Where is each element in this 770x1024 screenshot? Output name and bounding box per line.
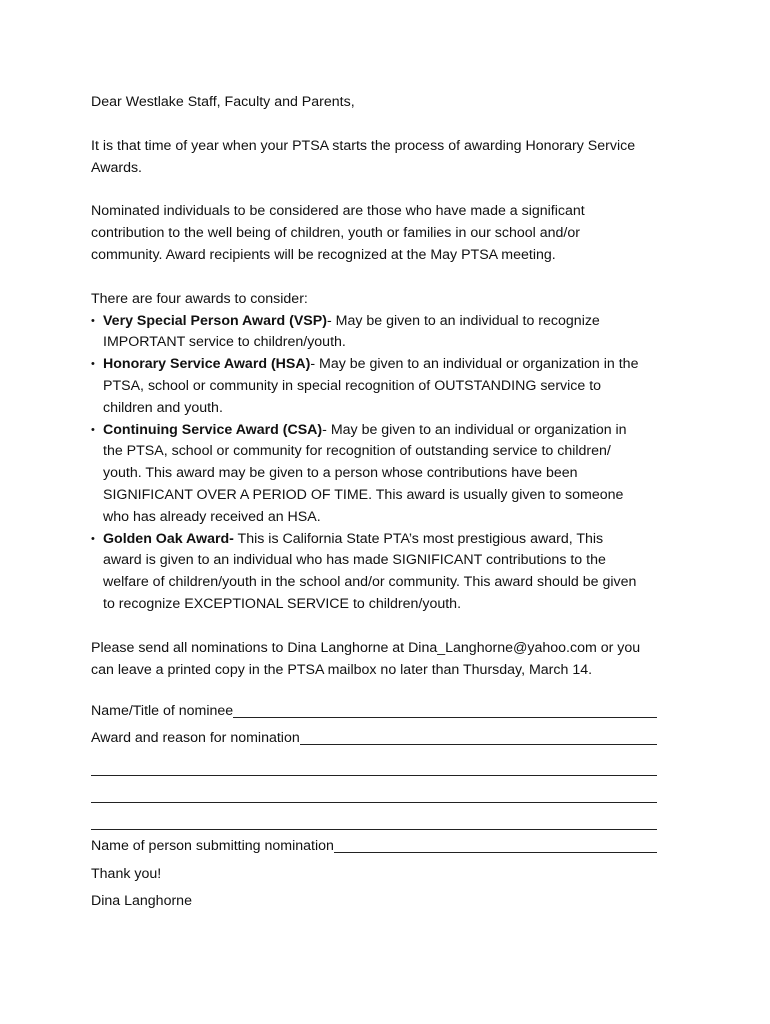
award-description: youth. This award may be given to a person whose contributions have been — [103, 465, 578, 482]
reason-blank-line[interactable] — [91, 749, 657, 776]
award-description: PTSA, school or community in special recognition of OUTSTANDING service to — [103, 377, 602, 394]
bullet-icon: • — [91, 532, 95, 545]
awards-intro: There are four awards to consider: — [91, 290, 308, 307]
submitter-field[interactable] — [91, 830, 657, 857]
reason-blank-line[interactable] — [91, 803, 657, 830]
bullet-icon: • — [91, 423, 95, 436]
criteria-paragraph — [91, 201, 691, 266]
award-description: - May be given to an individual or organization in — [322, 421, 627, 438]
award-description: - May be given to an individual to recognize — [326, 312, 600, 329]
reason-label: Award and reason for nomination — [91, 729, 300, 746]
reason-blank-line[interactable] — [91, 776, 657, 803]
nominee-blank[interactable] — [233, 701, 657, 718]
award-description: who has already received an HSA. — [103, 508, 321, 525]
award-description: SIGNIFICANT OVER A PERIOD OF TIME. This award is usually given to someone — [103, 486, 624, 503]
nominee-field[interactable] — [91, 695, 657, 722]
award-description: the PTSA, school or community for recognition of outstanding service to children/ — [103, 443, 611, 460]
intro-paragraph — [91, 136, 691, 180]
awards-list — [91, 311, 691, 616]
award-description: award is given to an individual who has made SIGNIFICANT contributions to the — [103, 552, 606, 569]
award-name: Honorary Service Award (HSA) — [103, 356, 311, 373]
award-item-golden-oak — [91, 529, 691, 616]
award-name: Continuing Service Award (CSA) — [103, 421, 323, 438]
award-item-hsa — [91, 354, 691, 419]
reason-blank[interactable] — [300, 728, 657, 745]
letter-page — [91, 92, 691, 915]
award-name: Very Special Person Award (VSP) — [103, 312, 327, 329]
thank-you: Thank you! — [91, 866, 162, 883]
award-item-vsp — [91, 311, 691, 355]
submission-line: can leave a printed copy in the PTSA mailbox no later than Thursday, March 14. — [91, 661, 593, 678]
greeting: Dear Westlake Staff, Faculty and Parents, — [91, 94, 355, 110]
award-name: Golden Oak Award- — [103, 530, 234, 547]
intro-line: Awards. — [91, 159, 142, 176]
criteria-line: community. Award recipients will be recognized at the May PTSA meeting. — [91, 246, 556, 263]
award-description: IMPORTANT service to children/youth. — [103, 334, 346, 351]
criteria-line: contribution to the well being of children, youth or families in our school and/or — [91, 225, 580, 242]
submitter-label: Name of person submitting nomination — [91, 837, 334, 854]
submission-line: Please send all nominations to Dina Langhorne at Dina_Langhorne@yahoo.com or you — [91, 639, 641, 656]
bullet-icon: • — [91, 314, 95, 327]
award-description: children and youth. — [103, 399, 223, 416]
intro-line: It is that time of year when your PTSA starts the process of awarding Honorary Service — [91, 137, 636, 154]
bullet-icon: • — [91, 358, 95, 371]
award-item-csa — [91, 420, 691, 529]
submitter-blank[interactable] — [334, 836, 657, 853]
award-description: - May be given to an individual or organization in the — [310, 356, 639, 373]
criteria-line: Nominated individuals to be considered are those who have made a significant — [91, 203, 585, 220]
award-description: to recognize EXCEPTIONAL SERVICE to children/youth. — [103, 595, 462, 612]
submission-paragraph — [91, 638, 691, 682]
signature: Dina Langhorne — [91, 893, 192, 910]
nominee-label: Name/Title of nominee — [91, 702, 234, 719]
award-description: welfare of children/youth in the school and/or community. This award should be given — [103, 574, 637, 591]
award-description: This is California State PTA’s most prestigious award, This — [233, 530, 604, 547]
reason-field[interactable] — [91, 722, 657, 749]
closing — [91, 861, 691, 915]
